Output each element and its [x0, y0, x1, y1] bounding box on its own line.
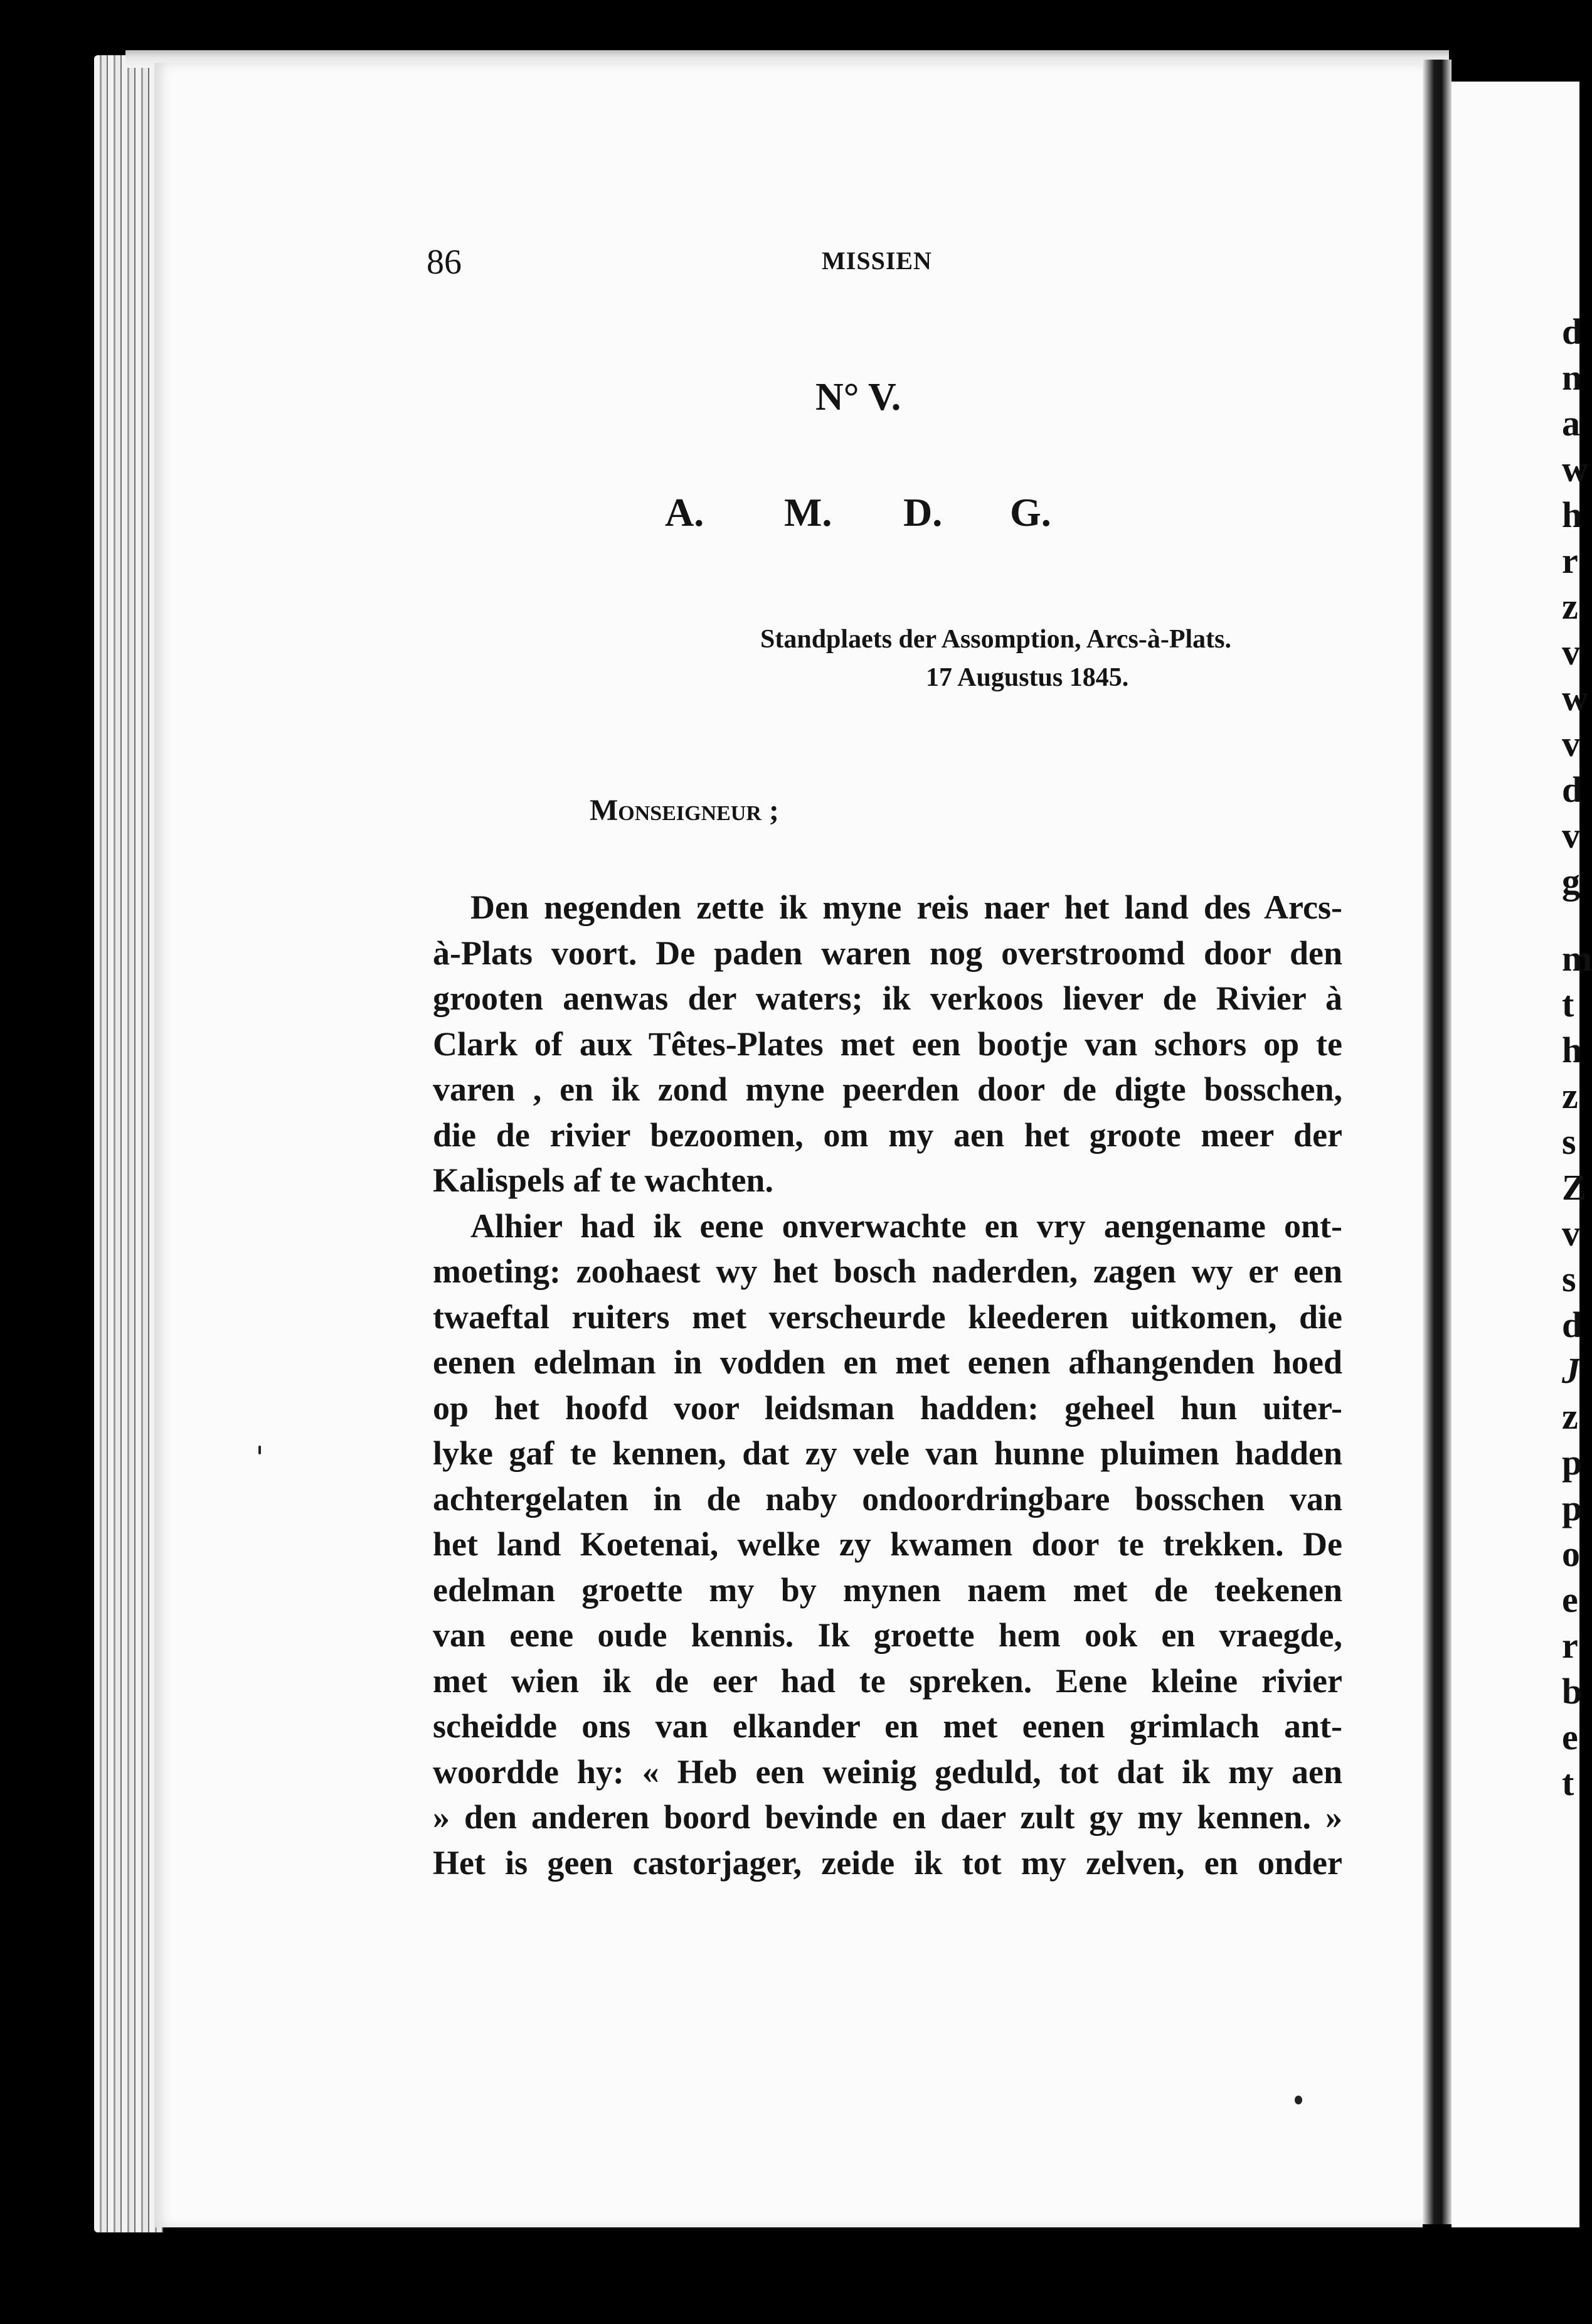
- right-page-letter: v: [1562, 723, 1580, 764]
- text-line: Clark of aux Têtes-Plates met een bootje van schors op te: [433, 1025, 1342, 1063]
- text-line: die de rivier bezoomen, om my aen het groote meer der: [433, 1116, 1342, 1154]
- text-line: edelman groette my by mynen naem met de teekenen: [433, 1570, 1342, 1609]
- text-line: het land Koetenai, welke zy kwamen door te trekken. De: [433, 1525, 1342, 1563]
- salutation: Monseigneur ;: [590, 794, 779, 827]
- right-page-letter: d: [1562, 311, 1583, 352]
- text-line: varen , en ik zond myne peerden door de digte bosschen,: [433, 1070, 1342, 1108]
- right-page-letter: e: [1562, 1717, 1578, 1757]
- text-line: woordde hy: « Heb een weinig geduld, tot dat ik my aen: [433, 1752, 1342, 1791]
- right-page-letter: h: [1562, 1030, 1583, 1070]
- motto-letter: D.: [903, 490, 943, 535]
- text-line: moeting: zoohaest wy het bosch naderden, zagen wy er een: [433, 1252, 1342, 1290]
- right-page-letter: z: [1562, 1075, 1578, 1116]
- right-page-letter: w: [1562, 449, 1588, 489]
- text-line: Het is geen castorjager, zeide ik tot my zelven, en onder: [433, 1843, 1342, 1882]
- right-page-letter: t: [1562, 1762, 1574, 1803]
- text-line: Alhier had ik eene onverwachte en vry aengename ont-: [470, 1207, 1342, 1245]
- right-page-letter: e: [1562, 1579, 1578, 1620]
- running-head: MISSIEN: [822, 247, 932, 275]
- text-line: à-Plats voort. De paden waren nog overstroomd door den: [433, 934, 1342, 972]
- body-text: [433, 885, 1342, 1885]
- ink-speck: [1295, 2096, 1302, 2104]
- text-line: twaeftal ruiters met verscheurde kleederen uitkomen, die: [433, 1298, 1342, 1336]
- page-number: 86: [427, 243, 462, 282]
- right-page-letter: n: [1562, 357, 1583, 398]
- text-line: op het hoofd voor leidsman hadden: geheel hun uiter-: [433, 1389, 1342, 1427]
- right-page-letter: J: [1562, 1350, 1580, 1391]
- right-page-letter: d: [1562, 769, 1583, 810]
- text-line: eenen edelman in vodden en met eenen afhangenden hoed: [433, 1343, 1342, 1381]
- ink-speck: [258, 1446, 261, 1454]
- text-line: Den negenden zette ik myne reis naer het land des Arcs-: [470, 888, 1342, 926]
- right-page-letter: s: [1562, 1121, 1576, 1162]
- right-page-letter: h: [1562, 494, 1583, 535]
- motto-letter: M.: [784, 490, 832, 535]
- right-page-letter: o: [1562, 1533, 1580, 1574]
- right-page-letter: v: [1562, 1213, 1580, 1254]
- text-line: lyke gaf te kennen, dat zy vele van hunne pluimen hadden: [433, 1434, 1342, 1472]
- right-page-letter: r: [1562, 540, 1578, 581]
- right-page-letter: z: [1562, 586, 1578, 627]
- right-page-letter: z: [1562, 1396, 1578, 1437]
- letter-date: 17 Augustus 1845.: [926, 663, 1129, 692]
- right-page-letter: d: [1562, 1304, 1583, 1345]
- document-number: N° V.: [815, 376, 901, 418]
- motto-letter: G.: [1010, 490, 1051, 535]
- right-page-letter: t: [1562, 984, 1574, 1025]
- right-page-letter: r: [1562, 1625, 1578, 1666]
- book-page-edges: [94, 55, 163, 2232]
- right-page-letter: w: [1562, 678, 1588, 718]
- motto: [665, 489, 1051, 536]
- text-line: achtergelaten in de naby ondoordringbare bosschen van: [433, 1479, 1342, 1518]
- text-line: met wien ik de eer had te spreken. Eene kleine rivier: [433, 1661, 1342, 1700]
- right-page-letter: m: [1562, 938, 1592, 979]
- letter-place: Standplaets der Assomption, Arcs-à-Plats.: [760, 625, 1232, 654]
- book-gutter: [1423, 60, 1451, 2224]
- text-line: grooten aenwas der waters; ik verkoos liever de Rivier à: [433, 979, 1342, 1017]
- right-page-fragment: [1451, 82, 1592, 2227]
- right-page-letter: v: [1562, 815, 1580, 856]
- motto-letter: A.: [665, 490, 704, 535]
- right-page-letter: g: [1562, 861, 1580, 902]
- text-line: Kalispels af te wachten.: [433, 1161, 773, 1199]
- right-page-letter: v: [1562, 632, 1580, 673]
- right-page-letter: b: [1562, 1671, 1583, 1712]
- right-page-letter: s: [1562, 1259, 1576, 1299]
- text-line: van eene oude kennis. Ik groette hem ook en vraegde,: [433, 1616, 1342, 1654]
- right-page-letter: p: [1562, 1488, 1583, 1528]
- right-page-letter: Z: [1562, 1167, 1586, 1208]
- right-page-letter: a: [1562, 403, 1580, 444]
- right-page-letter: p: [1562, 1442, 1583, 1483]
- text-line: scheidde ons van elkander en met eenen grimlach ant-: [433, 1707, 1342, 1745]
- text-line: » den anderen boord bevinde en daer zult gy my kennen. »: [433, 1798, 1342, 1836]
